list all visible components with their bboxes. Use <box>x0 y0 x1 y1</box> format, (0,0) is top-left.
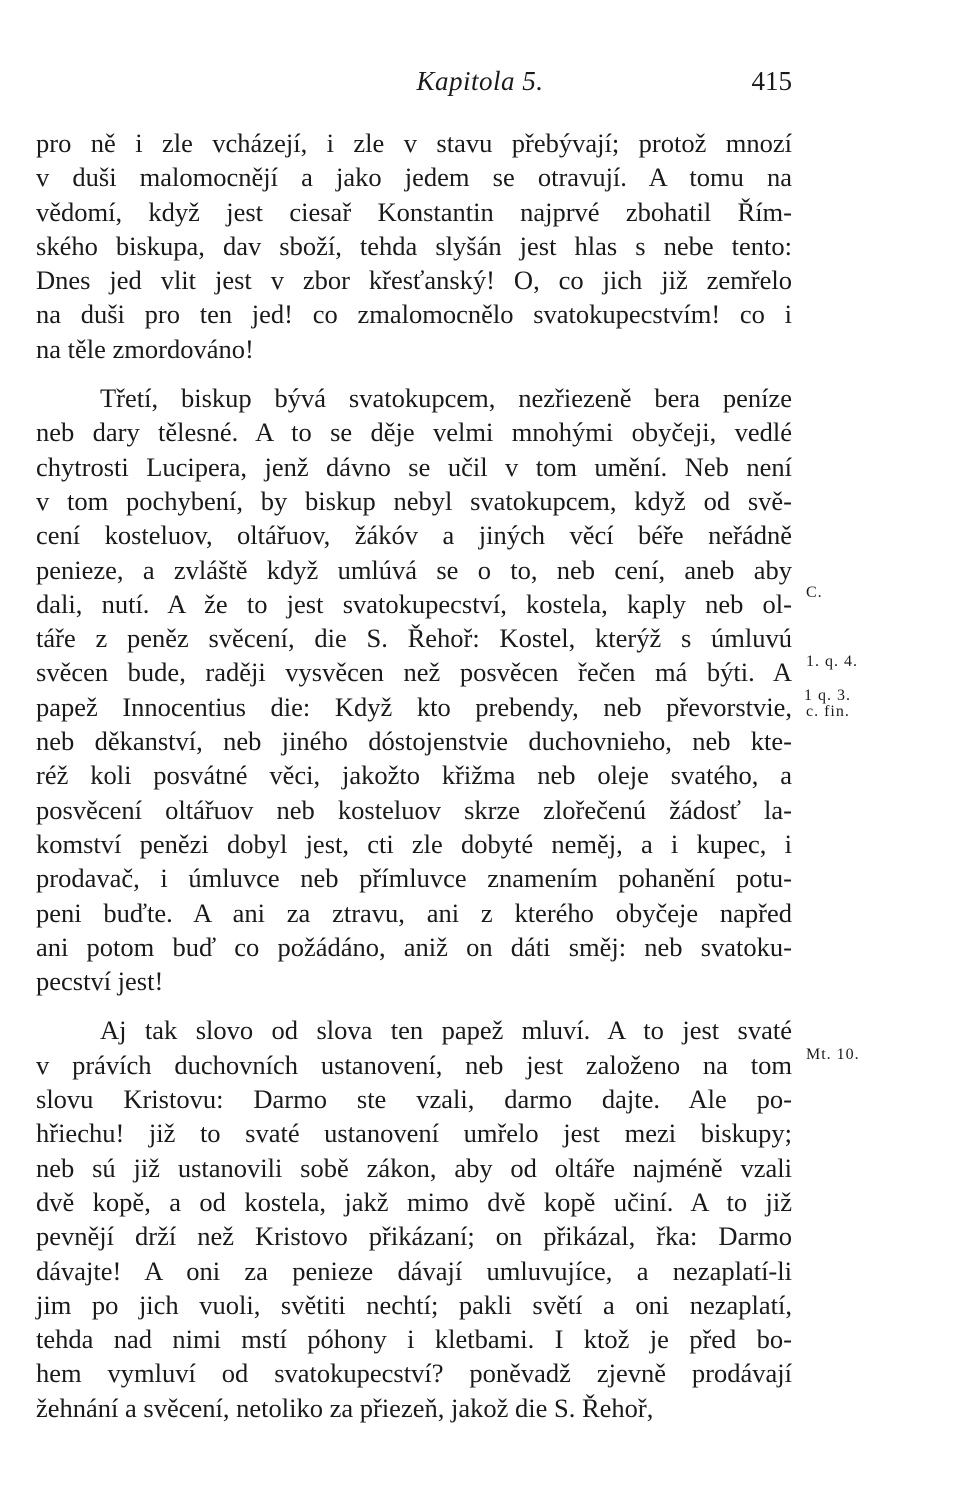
page-number: 415 <box>751 66 792 96</box>
text-line: dvě kopě, a od kostela, jakž mimo dvě kopě učiní. A to již <box>36 1186 792 1217</box>
text-line: Aj tak slovo od slova ten papež mluví. A to jest svaté <box>100 1015 792 1046</box>
margin-note: Mt. 10. <box>806 1046 860 1063</box>
text-line: vědomí, když jest ciesař Konstantin najprvé zbohatil Řím- <box>36 196 792 227</box>
text-line: réž koli posvátné věci, jakožto křižma neb oleje svatého, a <box>36 760 792 791</box>
text-line: posvěcení oltářuov neb kosteluov skrze zlořečenú žádosť la- <box>36 794 792 825</box>
margin-note: C. <box>806 584 823 601</box>
text-line: jim po jich vuoli, světiti nechtí; pakli světí a oni nezaplatí, <box>36 1289 792 1320</box>
text-line: svěcen bude, raději vysvěcen než posvěcen řečen má býti. A <box>36 657 792 688</box>
margin-note: 1. q. 4. <box>806 653 858 670</box>
text-line: Třetí, biskup bývá svatokupcem, nezřiezeně bera peníze <box>100 383 792 414</box>
text-line: pevnějí drží než Kristovo přikázaní; on přikázal, řka: Darmo <box>36 1221 792 1252</box>
text-line: penieze, a zvláště když umlúvá se o to, neb cení, aneb aby <box>36 554 792 585</box>
text-line: ského biskupa, dav sboží, tehda slyšán jest hlas s nebe tento: <box>36 230 792 261</box>
paragraph <box>36 126 792 366</box>
text-line: dali, nutí. A že to jest svatokupecství, kostela, kaply neb ol- <box>36 588 792 619</box>
text-line: dávajte! A oni za penieze dávají umluvujíce, a nezaplatí-li <box>36 1255 792 1286</box>
margin-note: 1 q. 3. <box>804 687 851 704</box>
text-line: na duši pro ten jed! co zmalomocnělo svatokupecstvím! co i <box>36 299 792 330</box>
text-line: ani potom buď co požádáno, aniž on dáti směj: neb svatoku- <box>36 931 792 962</box>
paragraph <box>36 1013 792 1425</box>
text-line: táře z peněz svěcení, die S. Řehoř: Kostel, kterýž s úmluvú <box>36 623 792 654</box>
text-line: neb sú již ustanovili sobě zákon, aby od oltáře najméně vzali <box>36 1152 792 1183</box>
text-line: cení kosteluov, oltářuov, žákóv a jiných věcí béře neřádně <box>36 520 792 551</box>
running-title: Kapitola 5. <box>416 66 544 96</box>
text-line: žehnání a svěcení, netoliko za přiezeň, jakož die S. Řehoř, <box>36 1392 654 1423</box>
text-line: peni buďte. A ani za ztravu, ani z kterého obyčeje napřed <box>36 897 792 928</box>
text-line: Dnes jed vlit jest v zbor křesťanský! O, co jich již zemřelo <box>36 265 792 296</box>
text-line: v duši malomocnějí a jako jedem se otravují. A tomu na <box>36 162 792 193</box>
text-line: v tom pochybení, by biskup nebyl svatokupcem, když od svě- <box>36 485 792 516</box>
text-line: prodavač, i úmluvce neb přímluvce znamením pohanění potu- <box>36 863 792 894</box>
text-line: tehda nad nimi mstí póhony i kletbami. I ktož je před bo- <box>36 1324 792 1355</box>
text-line: hřiechu! již to svaté ustanovení umřelo jest mezi biskupy; <box>36 1118 792 1149</box>
text-line: slovu Kristovu: Darmo ste vzali, darmo dajte. Ale po- <box>36 1084 792 1115</box>
text-line: pro ně i zle vcházejí, i zle v stavu přebývají; protož mnozí <box>36 128 792 158</box>
text-line: na těle zmordováno! <box>36 333 254 364</box>
body-text <box>36 126 792 1425</box>
text-line: pecství jest! <box>36 966 164 997</box>
paragraph <box>36 381 792 998</box>
text-line: neb dary tělesné. A to se děje velmi mnohými obyčeji, vedlé <box>36 417 792 448</box>
margin-note: c. fin. <box>806 703 850 720</box>
paragraph-gap <box>36 366 792 381</box>
text-line: hem vymluví od svatokupecství? poněvadž zjevně prodávají <box>36 1358 792 1389</box>
text-line: papež Innocentius die: Když kto prebendy, neb převorstvie, <box>36 691 792 722</box>
text-line: v právích duchovních ustanovení, neb jest založeno na tom <box>36 1049 792 1080</box>
paragraph-gap <box>36 998 792 1013</box>
text-line: chytrosti Lucipera, jenž dávno se učil v tom umění. Neb není <box>36 451 792 482</box>
text-line: komství penězi dobyl jest, cti zle dobyté neměj, a i kupec, i <box>36 828 792 859</box>
text-line: neb děkanství, neb jiného dóstojenstvie duchovnieho, neb kte- <box>36 726 792 757</box>
